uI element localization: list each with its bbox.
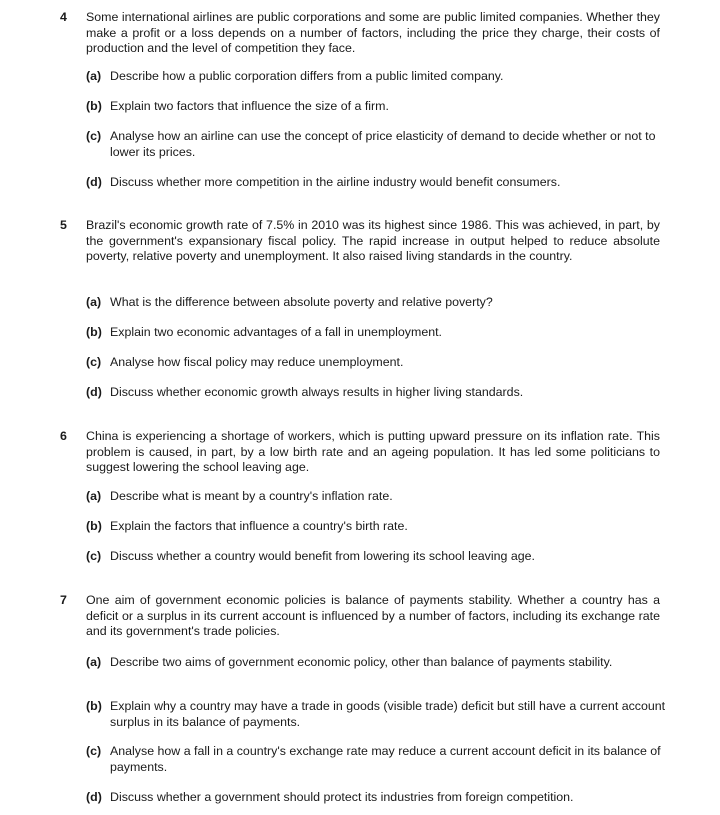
question-stem: China is experiencing a shortage of workers, which is putting upward pressure on its inflation rate. This problem is caused, in part, by a low birth rate and an ageing population. It has led some politicians to suggest lowering the school leaving age.	[86, 429, 660, 475]
part-label: (b)	[86, 519, 102, 533]
part-text: Explain two factors that influence the size of a firm.	[110, 99, 389, 113]
question-part-c	[86, 549, 666, 565]
part-label: (a)	[86, 295, 102, 309]
question-number: 5	[60, 218, 67, 232]
part-text: Explain the factors that influence a country's birth rate.	[110, 519, 408, 533]
question-part-d	[86, 175, 666, 191]
part-label: (d)	[86, 175, 102, 189]
part-text: Discuss whether economic growth always results in higher living standards.	[110, 385, 524, 399]
part-text: What is the difference between absolute poverty and relative poverty?	[110, 295, 493, 309]
part-text: Discuss whether more competition in the airline industry would benefit consumers.	[110, 175, 561, 189]
question-part-c	[86, 744, 666, 775]
part-text: Discuss whether a government should protect its industries from foreign competition.	[110, 790, 574, 804]
part-label: (d)	[86, 790, 102, 804]
part-label: (c)	[86, 355, 102, 369]
part-label: (a)	[86, 655, 102, 669]
part-text: Describe how a public corporation differs from a public limited company.	[110, 69, 504, 83]
question-part-d	[86, 790, 666, 806]
part-text: Analyse how an airline can use the concept of price elasticity of demand to decide whether or not to lower its prices.	[110, 129, 656, 159]
question-part-b	[86, 519, 666, 535]
question-number: 4	[60, 10, 67, 24]
question-part-c	[86, 355, 666, 371]
question-stem: One aim of government economic policies is balance of payments stability. Whether a country has a deficit or a surplus in its current account is influenced by a number of factors, including its exchange rate and its government's trade policies.	[86, 593, 660, 639]
question-part-a	[86, 489, 666, 505]
part-label: (b)	[86, 99, 102, 113]
question-part-b	[86, 99, 666, 115]
part-label: (a)	[86, 489, 102, 503]
question-stem: Some international airlines are public corporations and some are public limited companies. Whether they make a profit or a loss depends on a number of factors, including the price they charge, their costs of production and the level of competition they face.	[86, 10, 660, 56]
question-part-b	[86, 699, 666, 730]
part-label: (b)	[86, 325, 102, 339]
question-part-d	[86, 385, 666, 401]
part-text: Explain why a country may have a trade in goods (visible trade) deficit but still have a current account surplus in its balance of payments.	[110, 699, 666, 729]
question-number: 6	[60, 429, 67, 443]
part-label: (d)	[86, 385, 102, 399]
question-stem: Brazil's economic growth rate of 7.5% in 2010 was its highest since 1986. This was achieved, in part, by the government's expansionary fiscal policy. The rapid increase in output helped to reduce absolute poverty, relative poverty and unemployment. It also raised living standards in the country.	[86, 218, 660, 264]
part-label: (c)	[86, 744, 102, 758]
part-text: Analyse how fiscal policy may reduce unemployment.	[110, 355, 404, 369]
part-label: (c)	[86, 549, 102, 563]
question-part-c	[86, 129, 666, 160]
question-part-a	[86, 295, 666, 311]
question-part-a	[86, 655, 666, 671]
part-label: (b)	[86, 699, 102, 713]
question-number: 7	[60, 593, 67, 607]
part-label: (a)	[86, 69, 102, 83]
part-text: Explain two economic advantages of a fall in unemployment.	[110, 325, 442, 339]
question-part-b	[86, 325, 666, 341]
part-label: (c)	[86, 129, 102, 143]
part-text: Describe what is meant by a country's inflation rate.	[110, 489, 393, 503]
part-text: Describe two aims of government economic policy, other than balance of payments stability.	[110, 655, 613, 669]
part-text: Analyse how a fall in a country's exchange rate may reduce a current account deficit in its balance of payments.	[110, 744, 661, 774]
part-text: Discuss whether a country would benefit from lowering its school leaving age.	[110, 549, 535, 563]
question-part-a	[86, 69, 666, 85]
